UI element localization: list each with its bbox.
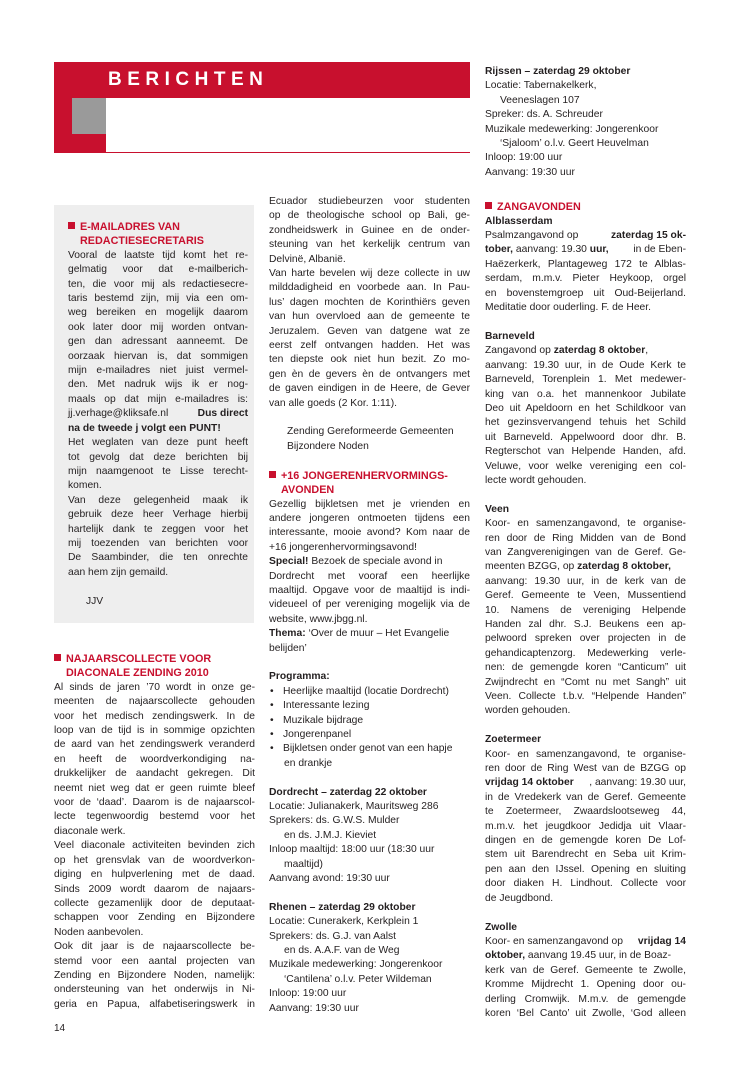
dordrecht-locatie: Locatie: Julianakerk, Mauritsweg 286 — [269, 801, 439, 812]
text-line: interessante, mooie avond? Kom naar de — [269, 527, 470, 539]
signature-line: Zending Gereformeerde Gemeenten — [287, 426, 454, 438]
text-line: zondheidswerk in Guinee en de onder- — [269, 224, 470, 236]
rhenen-locatie: Locatie: Cunerakerk, Kerkplein 1 — [269, 916, 419, 928]
text-line: Dordrecht met vooraf een heerlijke — [269, 570, 470, 582]
programma-item: • Jongerenpanel — [269, 728, 470, 742]
text-line: milddadigheid en voorbede aan. In Pau- — [269, 282, 470, 294]
text-line: ten diepste ook niet hun bezit. Zo mo- — [269, 354, 470, 366]
text-line: gehandicaptenzorg. Medewerking verle- — [485, 647, 686, 659]
barneveld-heading: Barneveld — [485, 330, 535, 342]
text-line: Zending en Bijzondere Noden, namelijk: — [54, 969, 255, 981]
programma-item: • Muzikale bijdrage — [269, 714, 470, 728]
rhenen-heading: Rhenen – zaterdag 29 oktober — [269, 901, 416, 913]
text-line: ren door de Ring West van de BZGG op — [485, 763, 686, 775]
zoetermeer-heading: Zoetermeer — [485, 734, 542, 746]
text-line: ten, die voor mij als redactiesecre- — [68, 278, 248, 290]
text-line: videueel of per vereniging mogelijk via de — [269, 599, 470, 611]
najaar-signature — [269, 425, 470, 454]
text-line: voor de ‘daad’. Daarom is de najaarscol- — [54, 797, 255, 809]
text-line: uit Barneveld. Appelwoord door dhr. B. — [485, 431, 686, 443]
text-line: Veluwe, voor welke vereniging een col- — [485, 460, 686, 472]
text-line: nen: de gemengde koren “Canticum” uit — [485, 662, 686, 674]
text-line: collecte gezamenlijk door de deputaat- — [54, 897, 255, 909]
rhenen-muziek-2: ‘Cantilena’ o.l.v. Peter Wildeman — [284, 973, 432, 985]
text-line: aanvang: 19.30 uur, in de kerk van de — [485, 575, 686, 587]
barneveld-line-1: Zangavond op zaterdag 8 oktober, — [485, 345, 649, 357]
text-line: Jeruzalem. Geven van datgene wat ze — [269, 325, 470, 337]
section-title: BERICHTEN — [108, 69, 269, 90]
text-line: neemt niet weg dat er geen ruimte bleef — [54, 782, 255, 794]
text-line: maals op dat mijn e-mailadres is: — [68, 393, 248, 405]
text-line: drukkelijker de aandacht gekregen. Dit — [54, 768, 255, 780]
text-line: en bovenstemgroep uit Oud-Beijerland. — [485, 287, 686, 299]
najaarscollecte-article — [54, 652, 255, 1012]
thema-line: Thema: ‘Over de muur – Het Evangelie — [269, 628, 450, 640]
najaarscollecte-heading: NAJAARSCOLLECTE VOOR DIACONALE ZENDING 2010 — [54, 652, 255, 681]
text-line: worden gehouden. — [485, 705, 571, 717]
rhenen-sprekers-2: en ds. A.A.F. van de Weg — [284, 945, 400, 957]
barneveld-text — [485, 359, 686, 489]
text-line: Koor- en samenzangavond, te organise- — [485, 518, 686, 530]
rijssen-aanvang: Aanvang: 19:30 uur — [485, 166, 575, 178]
text-line: dingen en de gemengde koren De Lof- — [485, 835, 686, 847]
veen-heading: Veen — [485, 503, 510, 515]
text-line: Barneveld, Torenplein 1. Met medewer- — [485, 374, 686, 386]
text-line: ook later door mij worden ontvan- — [68, 321, 248, 333]
zoet-line-3: vrijdag 14 oktober , aanvang: 19.30 uur, — [485, 777, 686, 789]
text-line: Haëzerkerk, Plantageweg 172 te Alblas- — [485, 258, 686, 270]
text-line: ren door de Ring Midden van de Bond — [485, 532, 686, 544]
rhenen-inloop: Inloop: 19:00 uur — [269, 988, 347, 1000]
text-line: Veen. Collecte t.b.v. “Helpende Handen” — [485, 691, 686, 703]
text-line: geria en Papua, alfabetiseringswerk in — [54, 998, 255, 1010]
text-line: lus’ dagen mochten de Korinthiërs geven — [269, 296, 470, 308]
text-line: de Jeugdbond. — [485, 892, 554, 904]
email-signature: JJV — [86, 595, 104, 607]
text-line: door diaken H. Lindhout. Collecte voor — [485, 878, 686, 890]
email-paragraph-1 — [68, 249, 248, 407]
text-line: kerk van de Geref. Gemeente te Zwolle, — [485, 964, 686, 976]
programma-item-continued: en drankje — [284, 757, 333, 769]
dordrecht-heading: Dordrecht – zaterdag 22 oktober — [269, 786, 427, 798]
text-line: gen dan adressant aanneemt. De — [68, 336, 248, 348]
rhenen-aanvang: Aanvang: 19:30 uur — [269, 1002, 359, 1014]
najaar-continued-1 — [269, 195, 470, 267]
text-line: ondersteuning van het onderwijs in Ni- — [54, 984, 255, 996]
najaar-paragraph-2 — [54, 839, 255, 940]
text-line: koren ‘Bel Canto’ uit Zwolle, ‘God alleen — [485, 1007, 686, 1019]
text-line: lecte tegenwoordig bestemd voor het — [54, 811, 255, 823]
dordrecht-inloop: Inloop maaltijd: 18:00 uur (18:30 uur — [269, 844, 435, 856]
text-line: van alle goeds (2 Kor. 1:11). — [269, 397, 398, 409]
thema-line-2: belijden’ — [269, 642, 307, 654]
text-line: diging en hulpverlening met de daad. — [54, 869, 255, 881]
rijssen-inloop: Inloop: 19:00 uur — [485, 152, 563, 164]
dordrecht-sprekers-2: en ds. J.M.J. Kieviet — [284, 829, 377, 841]
text-line: gebruik deze heer Verhage hierbij — [68, 509, 248, 521]
text-line: van hun overvloed aan de gemeente te — [269, 311, 470, 323]
rhenen-muziek: Muzikale medewerking: Jongerenkoor — [269, 959, 443, 971]
text-line: andere jongeren ontmoeten tijdens een — [269, 512, 470, 524]
alblas-line-1: Psalmzangavond op zaterdag 15 ok- — [485, 230, 686, 242]
text-line: lecte wordt gehouden. — [485, 474, 587, 486]
email-heading: E-MAILADRES VAN REDACTIESECRETARIS — [68, 220, 248, 249]
programma-item: • Interessante lezing — [269, 699, 470, 713]
text-line: loop van de tijd is in sommige opzichten — [54, 725, 255, 737]
text-line: meenten de najaarscollecte gehouden — [54, 696, 255, 708]
zwolle-text — [485, 964, 686, 1022]
text-line: het gezinsvervangend tehuis het Schild — [485, 417, 686, 429]
text-line: mij toezenden van berichten voor — [68, 537, 248, 549]
text-line: den. Met nadruk wijs ik er nog- — [68, 379, 248, 391]
programma-item: • Bijkletsen onder genot van een hapje — [269, 742, 470, 756]
najaar-paragraph-1 — [54, 681, 255, 839]
right-column — [485, 65, 686, 1021]
dordrecht-sprekers: Sprekers: ds. G.W.S. Mulder — [269, 815, 400, 827]
rijssen-muziek-2: ‘Sjaloom’ o.l.v. Geert Heuvelman — [500, 138, 649, 150]
text-line: stemd voor een aantal projecten van — [54, 955, 255, 967]
text-line: serdam, m.m.v. Pieter Heykoop, orgel — [485, 273, 686, 285]
text-line: de aard van het zendingswerk veranderd — [54, 739, 255, 751]
text-line: komen. — [68, 480, 102, 492]
text-line: voor het medisch zendingswerk. In de — [54, 710, 255, 722]
programma-label: Programma: — [269, 671, 330, 683]
text-line: king van o.a. het mannenkoor Jubilate — [485, 388, 686, 400]
zoetermeer-text-b — [485, 791, 686, 906]
text-line: diaconale werk. — [54, 825, 126, 837]
zoetermeer-text-a — [485, 748, 686, 777]
text-line: Deo uit Apeldoorn en het Schildkoor van — [485, 402, 686, 414]
text-line: Meditatie door ouderling. F. de Heer. — [485, 302, 651, 314]
text-line: Kromme Mijdrecht 1. Opening door ou- — [485, 979, 686, 991]
zwolle-heading: Zwolle — [485, 921, 518, 933]
text-line: van Zangverenigingen van de Geref. Ge- — [485, 546, 686, 558]
text-line: mijn e-mailadres niet juist vermel- — [68, 365, 248, 377]
email-paragraph-3 — [68, 494, 248, 580]
text-line: Al sinds de jaren ’70 wordt in onze ge- — [54, 681, 255, 693]
text-line: Regterschot van Helpende Handen, afd. — [485, 446, 686, 458]
text-line: op de theologische school op Bali, ge- — [269, 210, 470, 222]
alblas-line-2: tober, aanvang: 19.30 uur, in de Eben- — [485, 244, 686, 256]
text-line: Sinds 2009 wordt daarom de najaars- — [54, 883, 255, 895]
text-line: steuning van het kerkelijk centrum van — [269, 239, 470, 251]
text-line: Zwijndrecht en “Comt nu met Sangh” uit — [485, 676, 686, 688]
text-line: De Saambinder, die ten onrechte — [68, 552, 248, 564]
text-line: de gaven eindigen in de Heere, de Gever — [269, 383, 470, 395]
alblasserdam-text — [485, 258, 686, 316]
alblasserdam-heading: Alblasserdam — [485, 215, 553, 227]
text-line: maaltijd. Opgave voor de maaltijd is indi- — [269, 584, 470, 596]
text-line: Handen zal dhr. S.J. Beukens een ap- — [485, 619, 686, 630]
najaar-paragraph-3 — [54, 940, 255, 1012]
text-line: oorzaak hiervan is, dat sommigen — [68, 350, 248, 362]
square-bullet-icon — [68, 222, 75, 229]
najaar-continued-2 — [269, 267, 470, 411]
dordrecht-aanvang: Aanvang avond: 19:30 uur — [269, 873, 390, 885]
text-line: te Zoetermeer, Zwaardslootseweg 44, — [485, 806, 686, 818]
text-line: hartelijk dank te zeggen voor het — [68, 523, 248, 535]
text-line: m.m.v. het jeugdkoor Jedidja uit Vlaar- — [485, 820, 686, 832]
programma-item: • Heerlijke maaltijd (locatie Dordrecht) — [269, 685, 470, 699]
text-line: Van deze gelegenheid maak ik — [68, 494, 248, 506]
veen-text-a — [485, 517, 686, 560]
header-grey-block — [72, 98, 106, 134]
jongeren-intro — [269, 498, 470, 556]
signature-line: Bijzondere Noden — [287, 440, 369, 452]
rijssen-locatie-2: Veeneslagen 107 — [500, 94, 580, 106]
email-address: jj.verhage@kliksafe.nl — [68, 408, 169, 420]
text-line: op het grensvlak van de woordverkon- — [54, 854, 255, 866]
text-line: en heeft de woordverkondiging na- — [54, 753, 255, 765]
email-notice-box — [54, 205, 254, 623]
text-line: tot gevolg dat deze berichten bij — [68, 451, 248, 463]
text-line: Veel diaconale activiteiten bevinden zich — [54, 840, 255, 852]
square-bullet-icon — [485, 202, 492, 209]
text-line: stem uit Barendrecht en Seba uit Krim- — [485, 849, 686, 861]
email-address-line: jj.verhage@kliksafe.nl Dus direct — [68, 407, 248, 421]
special-paragraph — [269, 570, 470, 628]
email-paragraph-2 — [68, 436, 248, 494]
text-line: Vooral de laatste tijd komt het re- — [68, 249, 248, 261]
text-line: 10. Namens de vereniging Helpende — [485, 604, 686, 616]
middle-column — [269, 195, 470, 1016]
jongeren-heading: +16 JONGERENHERVORMINGS- AVONDEN — [269, 469, 470, 498]
text-line: taris bestemd zijn, mij via een om- — [68, 293, 248, 305]
dordrecht-inloop-2: maaltijd) — [284, 858, 323, 870]
text-line: weg bereiken en mogelijk daarom — [68, 307, 248, 319]
text-line: Delvinë, Albanië. — [269, 253, 346, 265]
text-line: Koor- en samenzangavond, te organise- — [485, 748, 686, 760]
veen-text-b — [485, 575, 686, 719]
text-line: eerst zelf ontvangen hadden. Het was — [269, 340, 470, 352]
zwolle-line-1: Koor- en samenzangavond op vrijdag 14 — [485, 935, 686, 947]
text-line: gen èn de gevers èn de ontvangers met — [269, 368, 470, 380]
square-bullet-icon — [54, 654, 61, 661]
rijssen-muziek: Muzikale medewerking: Jongerenkoor — [485, 123, 659, 135]
text-line: mijn naamgenoot te Lisse terecht- — [68, 465, 248, 477]
programma-list — [269, 685, 470, 757]
rijssen-spreker: Spreker: ds. A. Schreuder — [485, 109, 603, 121]
text-line: Van harte bevelen wij deze collecte in uw — [269, 268, 470, 280]
text-line: Het weglaten van deze punt heeft — [68, 437, 248, 449]
header-rule — [54, 152, 470, 153]
email-emphasis: na de tweede j volgt een PUNT! — [68, 422, 221, 434]
special-line: Special! Bezoek de speciale avond in — [269, 556, 443, 568]
text-line: Geref. Gemeente te Veen, Mussentiend — [485, 590, 686, 602]
text-line: gelmatig voor dat e-mailberich- — [68, 264, 248, 276]
veen-line-4: meenten BZGG, op zaterdag 8 oktober, — [485, 561, 671, 573]
rijssen-locatie: Locatie: Tabernakelkerk, — [485, 80, 597, 92]
text-line: Noden aanbevolen. — [54, 926, 144, 938]
text-line: derling Cromwijk. M.m.v. de gemengde — [485, 993, 686, 1005]
text-line: Ecuador studiebeurzen voor studenten — [269, 196, 470, 207]
text-line: website, www.jbgg.nl. — [269, 613, 368, 625]
page-number: 14 — [54, 1023, 66, 1034]
square-bullet-icon — [269, 471, 276, 478]
text-line: in de Vredekerk van de Geref. Gemeente — [485, 791, 686, 803]
rhenen-sprekers: Sprekers: ds. G.J. van Aalst — [269, 930, 397, 942]
text-line: schappen voor Zending en Bijzondere — [54, 912, 255, 924]
text-line: pen aan den IJssel. Opening en sluiting — [485, 863, 686, 875]
text-line: aanvang: 19.30 uur, in de Oude Kerk te — [485, 359, 686, 371]
zwolle-line-2: oktober, aanvang 19.45 uur, in de Boaz- — [485, 950, 672, 962]
rijssen-heading: Rijssen – zaterdag 29 oktober — [485, 66, 631, 77]
text-line: +16 jongerenhervormingsavond! — [269, 541, 417, 553]
text-line: Ook dit jaar is de najaarscollecte be- — [54, 941, 255, 953]
text-line: Gezellig bijkletsen met je vrienden en — [269, 498, 470, 510]
text-line: pelwoord spreken over projecten in de — [485, 633, 686, 645]
text-line: aan hem zijn gemaild. — [68, 566, 169, 578]
zangavonden-heading: ZANGAVONDEN — [485, 200, 686, 214]
